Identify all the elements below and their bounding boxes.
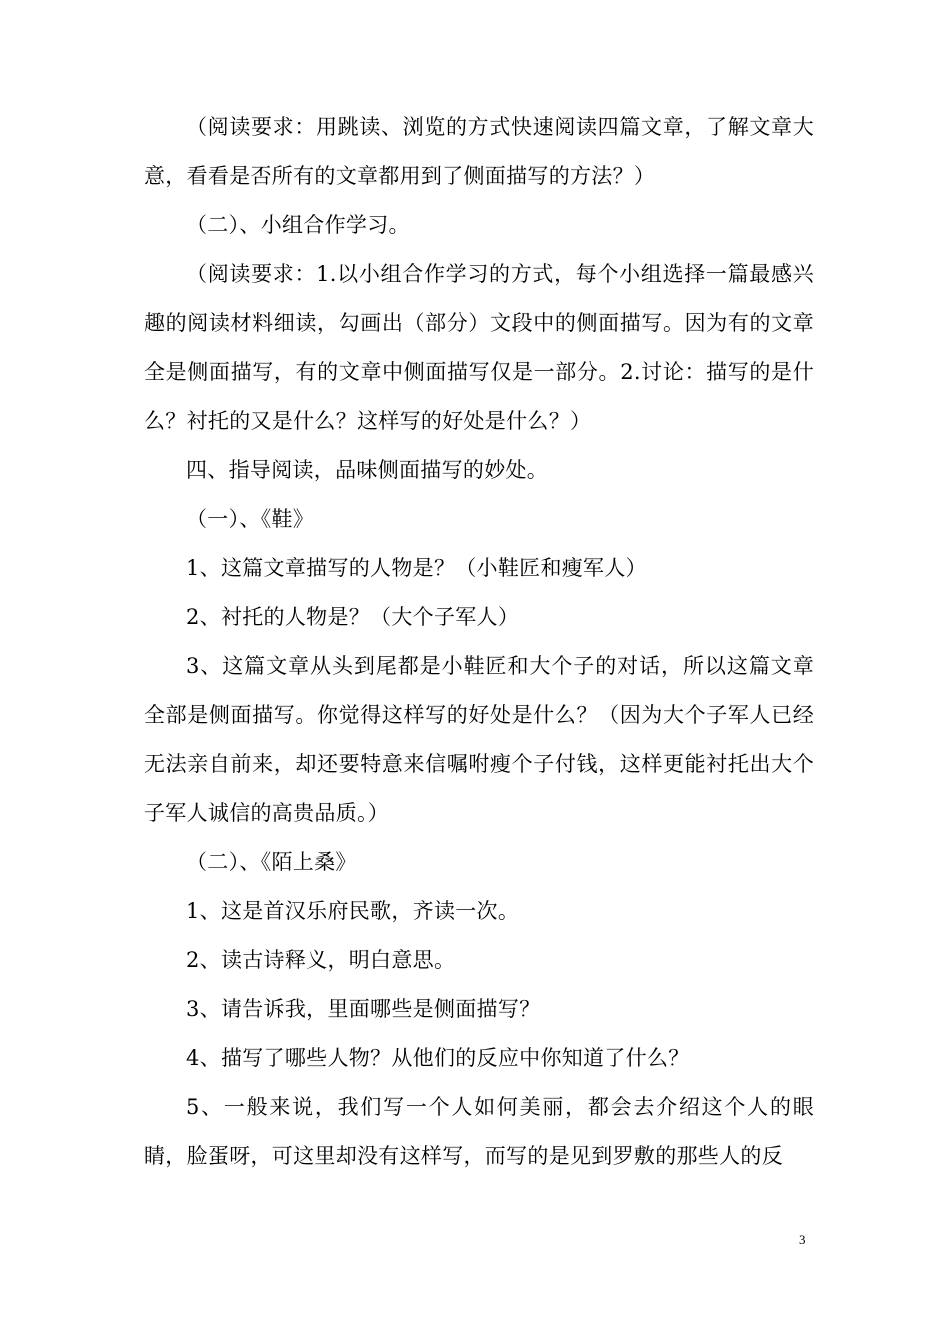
list-item: 2、读古诗释义，明白意思。 <box>186 948 456 972</box>
list-item: 4、描写了哪些人物？从他们的反应中你知道了什么？ <box>186 1046 690 1070</box>
document-body <box>144 103 814 1181</box>
section-heading-guided-reading: 四、指导阅读，品味侧面描写的妙处。 <box>186 458 549 482</box>
paragraph-reading-requirement-2: （阅读要求：1.以小组合作学习的方式，每个小组选择一篇最感兴趣的阅读材料细读，勾画出（部分）文段中的侧面描写。因为有的文章全是侧面描写，有的文章中侧面描写仅是一部分。2.讨论：描写的是什么？衬托的又是什么？这样写的好处是什么？） <box>144 262 814 433</box>
paragraph-group-study-heading: （二）、小组合作学习。 <box>186 213 410 237</box>
list-item: 2、衬托的人物是？（大个子军人） <box>186 605 520 629</box>
list-item: 3、这篇文章从头到尾都是小鞋匠和大个子的对话，所以这篇文章全部是侧面描写。你觉得这样写的好处是什么？（因为大个子军人已经无法亲自前来，却还要特意来信嘱咐瘦个子付钱，这样更能衬托出大个子军人诚信的高贵品质。） <box>144 654 814 825</box>
page-number: 3 <box>799 1232 806 1247</box>
list-item: 1、这篇文章描写的人物是？（小鞋匠和瘦军人） <box>186 556 647 580</box>
list-item: 5、一般来说，我们写一个人如何美丽，都会去介绍这个人的眼睛，脸蛋呀，可这里却没有这样写，而写的是见到罗敷的那些人的反 <box>144 1095 814 1168</box>
list-item: 3、请告诉我，里面哪些是侧面描写？ <box>186 997 541 1021</box>
paragraph-reading-requirement-1: （阅读要求：用跳读、浏览的方式快速阅读四篇文章，了解文章大意，看看是否所有的文章都用到了侧面描写的方法？） <box>144 115 814 188</box>
subheading-mo-shang-sang: （二）、《陌上桑》 <box>186 850 357 874</box>
list-item: 1、这是首汉乐府民歌，齐读一次。 <box>186 899 520 923</box>
subheading-shoes: （一）、《鞋》 <box>186 507 315 531</box>
